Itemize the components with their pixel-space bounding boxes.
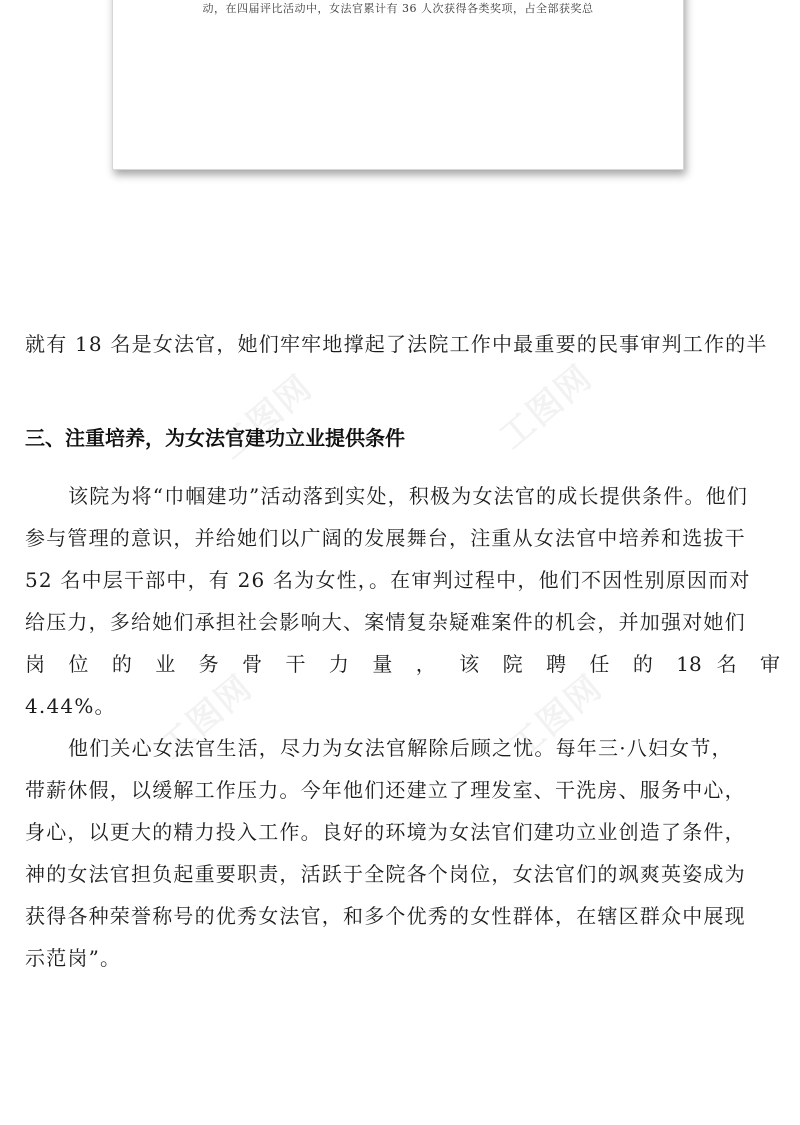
paragraph-line: 获得各种荣誉称号的优秀女法官，和多个优秀的女性群体，在辖区群众中展现 xyxy=(25,904,746,928)
paragraph-line: 该院为将“巾帼建功”活动落到实处，积极为女法官的成长提供条件。他们 xyxy=(68,484,749,508)
paragraph-line: 岗 位 的 业 务 骨 干 力 量 ， 该 院 聘 任 的 18 名 审 xyxy=(25,652,780,676)
paragraph-line: 示范岗”。 xyxy=(25,946,122,970)
paragraph-line: 身心，以更大的精力投入工作。良好的环境为女法官们建功立业创造了条件， xyxy=(25,820,746,844)
paragraph-line: 神的女法官担负起重要职责，活跃于全院各个岗位，女法官们的飒爽英姿成为 xyxy=(25,862,746,886)
watermark: 工图网 xyxy=(502,667,611,768)
section-heading: 三、注重培养，为女法官建功立业提供条件 xyxy=(25,426,405,450)
paragraph-line: 52 名中层干部中，有 26 名为女性，。在审判过程中，他们不因性别原因而对 xyxy=(25,568,751,592)
document-card xyxy=(112,0,684,170)
paragraph-line: 参与管理的意识，并给她们以广阔的发展舞台，注重从女法官中培养和选拔干 xyxy=(25,526,746,550)
paragraph-line: 带薪休假，以缓解工作压力。今年他们还建立了理发室、干洗房、服务中心， xyxy=(25,778,746,802)
watermark: 工图网 xyxy=(212,367,321,468)
card-text-line: 动，在四届评比活动中，女法官累计有 36 人次获得各类奖项，占全部获奖总 xyxy=(202,2,594,15)
paragraph-line: 4.44%。 xyxy=(25,694,116,718)
body-text-line: 就有 18 名是女法官，她们牢牢地撑起了法院工作中最重要的民事审判工作的半 xyxy=(25,332,768,356)
watermark: 工图网 xyxy=(492,357,601,458)
paragraph-line: 他们关心女法官生活，尽力为女法官解除后顾之忧。每年三·八妇女节， xyxy=(68,736,733,760)
paragraph-line: 给压力，多给她们承担社会影响大、案情复杂疑难案件的机会，并加强对她们 xyxy=(25,610,746,634)
watermark: 工图网 xyxy=(152,667,261,768)
